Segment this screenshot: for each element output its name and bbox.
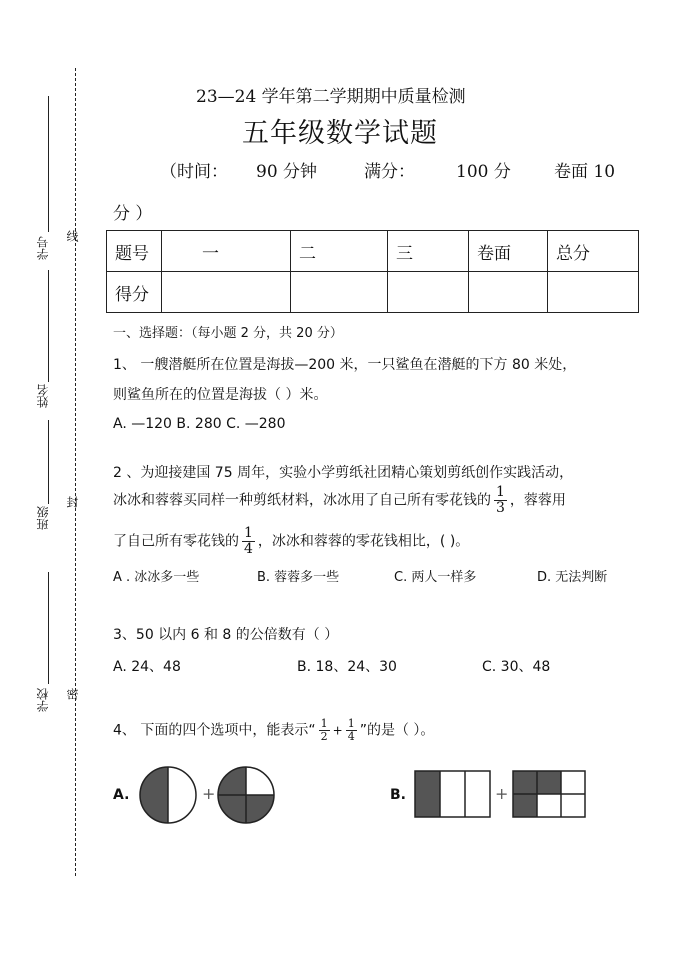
info-neatness: 卷面 10 (554, 162, 616, 182)
fraction-numerator: 1 (244, 525, 253, 541)
plus-text: + (332, 723, 343, 738)
rectangle-sixths (513, 771, 585, 817)
score-input-cell[interactable] (388, 272, 469, 313)
seal-char-xian: 线 (65, 230, 79, 242)
section-heading: 一、选择题：（每小题 2 分，共 20 分） (113, 326, 343, 341)
q4-line1 (113, 718, 434, 743)
rectangle-thirds (415, 771, 490, 817)
student-id-label: 学号 (36, 236, 50, 260)
score-input-cell[interactable] (548, 272, 639, 313)
table-cell: 三 (388, 231, 469, 272)
class-label: 班级 (36, 506, 50, 530)
score-input-cell[interactable] (291, 272, 388, 313)
circle-three-quarters-shaded (218, 767, 274, 823)
info-score-label: 满分： (364, 162, 415, 182)
fraction-denominator: 4 (347, 730, 355, 743)
q1-options: A. —120 B. 280 C. —280 (113, 416, 286, 432)
plus-sign-a: + (202, 784, 216, 803)
fraction-denominator: 2 (320, 730, 328, 743)
rect-shaded-third (415, 771, 440, 817)
fraction-numerator: 1 (496, 484, 505, 500)
fraction-one-fourth (242, 526, 255, 557)
fraction-one-fourth (346, 718, 357, 743)
q2-line3-text-b: ，冰冰和蓉蓉的零花钱相比，( )。 (257, 533, 470, 550)
q2-option-d: D. 无法判断 (537, 570, 608, 585)
fraction-numerator: 1 (347, 717, 355, 730)
info-time-value: 90 分钟 (256, 162, 318, 182)
table-row (107, 231, 639, 272)
fraction-denominator: 3 (496, 500, 505, 516)
exam-title: 23—24 学年第二学期期中质量检测 (196, 87, 466, 107)
school-label: 学校 (36, 688, 50, 712)
table-cell: 一 (162, 231, 291, 272)
rect-shaded-bottom (513, 794, 537, 817)
q2-line2-text-b: ，蓉蓉用 (509, 492, 566, 509)
q4-text-a: 4、 下面的四个选项中，能表示“ (113, 722, 316, 739)
table-row (107, 272, 639, 313)
q1-line2: 则鲨鱼所在的位置是海拔（ ）米。 (113, 387, 328, 403)
q2-option-b: B. 蓉蓉多一些 (257, 570, 340, 585)
table-cell: 二 (291, 231, 388, 272)
q2-line3 (113, 526, 469, 557)
name-label: 姓名 (36, 384, 50, 408)
class-line (48, 420, 49, 504)
plus-sign-b: + (495, 784, 509, 803)
seal-char-mi: 密 (65, 688, 79, 700)
q2-line2 (113, 485, 566, 516)
seal-char-feng: 封 (65, 496, 79, 508)
q2-line2-text-a: 冰冰和蓉蓉买同样一种剪纸材料，冰冰用了自己所有零花钱的 (113, 492, 491, 509)
q3-option-c: C. 30、48 (482, 659, 551, 675)
subject-title: 五年级数学试题 (242, 118, 438, 149)
q3-option-b: B. 18、24、30 (297, 659, 397, 675)
name-line (48, 270, 49, 382)
info-line2: 分 ） (113, 204, 153, 224)
q2-line1: 2 、为迎接建国 75 周年，实验小学剪纸社团精心策划剪纸创作实践活动， (113, 465, 574, 481)
q4-option-a-label: A. (113, 787, 130, 803)
q3-option-a: A. 24、48 (113, 659, 181, 675)
school-line (48, 572, 49, 684)
score-table (106, 230, 639, 313)
q1-line1: 1、 一艘潜艇所在位置是海拔—200 米，一只鲨鱼在潜艇的下方 80 米处， (113, 357, 577, 373)
score-input-cell[interactable] (162, 272, 291, 313)
table-cell: 卷面 (469, 231, 548, 272)
student-id-line (48, 96, 49, 232)
circle-shaded-half (140, 767, 168, 823)
q2-option-a: A . 冰冰多一些 (113, 570, 200, 585)
q2-option-c: C. 两人一样多 (394, 570, 477, 585)
score-input-cell[interactable] (469, 272, 548, 313)
fraction-one-half (319, 718, 330, 743)
q3-line1: 3、50 以内 6 和 8 的公倍数有（ ） (113, 627, 339, 643)
fraction-denominator: 4 (244, 541, 253, 557)
fraction-numerator: 1 (320, 717, 328, 730)
q2-line3-text-a: 了自己所有零花钱的 (113, 533, 239, 550)
q4-option-b-label: B. (390, 787, 406, 803)
info-score-value: 100 分 (456, 162, 511, 182)
table-cell: 题号 (107, 231, 162, 272)
circle-half-shaded (140, 767, 196, 823)
binding-dashed-line (75, 68, 76, 876)
table-cell: 总分 (548, 231, 639, 272)
info-time-label: （时间： (160, 162, 228, 182)
table-cell: 得分 (107, 272, 162, 313)
fraction-one-third (494, 485, 507, 516)
q4-text-b: ”的是（ ）。 (359, 722, 435, 739)
